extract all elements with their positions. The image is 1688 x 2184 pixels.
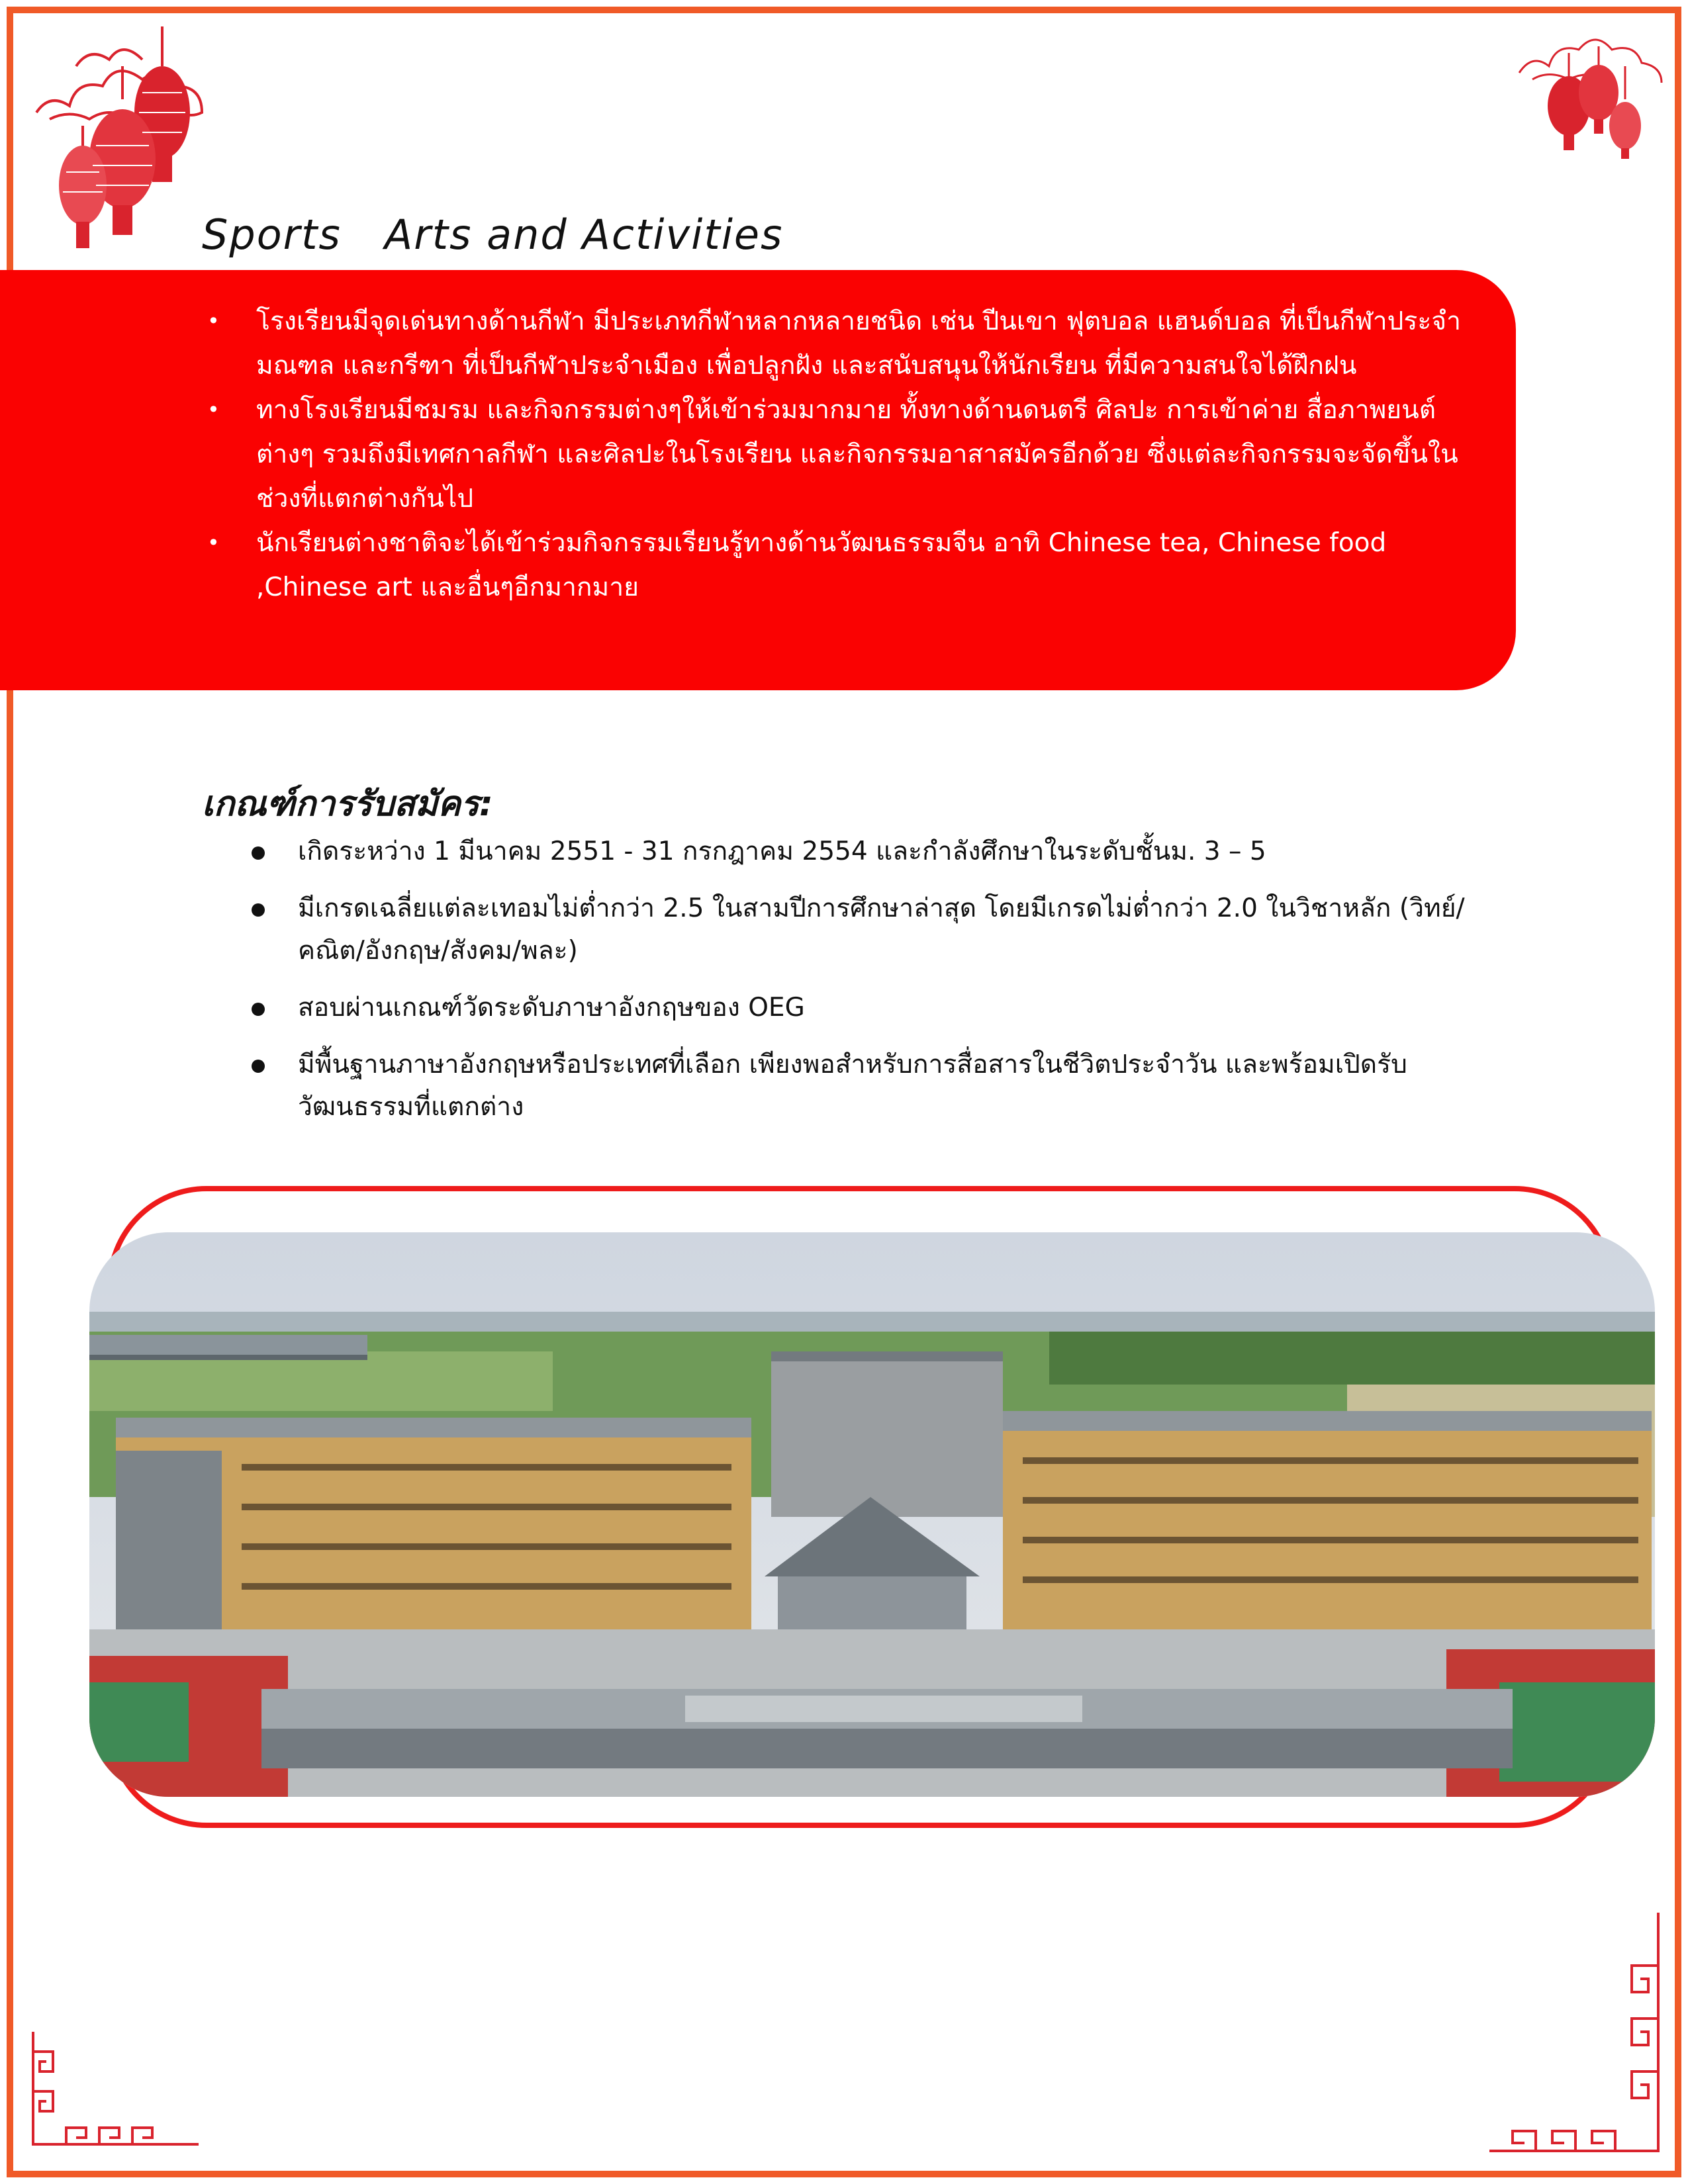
list-item bbox=[202, 521, 1481, 610]
section-title: Sports Arts and Activities bbox=[202, 210, 784, 259]
lantern-decoration-small-icon bbox=[1516, 26, 1665, 159]
activities-panel bbox=[0, 270, 1516, 690]
list-item bbox=[252, 831, 1509, 873]
activity-text: นักเรียนต่างชาติจะได้เข้าร่วมกิจกรรมเรียนรู้ทางด้านวัฒนธรรมจีน อาทิ Chinese tea, Chinese food ,Chinese art และอื่นๆอีกมากมาย bbox=[256, 528, 1387, 602]
criteria-title: เกณฑ์การรับสมัคร: bbox=[202, 784, 493, 824]
bullet-icon: • bbox=[207, 397, 220, 422]
bullet-icon bbox=[252, 903, 265, 917]
activity-text: โรงเรียนมีจุดเด่นทางด้านกีฬา มีประเภทกีฬาหลากหลายชนิด เช่น ปีนเขา ฟุตบอล แฮนด์บอล ที่เป็นกีฬาประจำมณฑล และกรีฑา ที่เป็นกีฬาประจำเมือง เพื่อปลูกฝัง และสนับสนุนให้นักเรียน ที่มีความสนใจได้ฝึกฝน bbox=[256, 306, 1462, 381]
bullet-icon bbox=[252, 846, 265, 860]
list-item bbox=[202, 299, 1481, 388]
activities-list bbox=[0, 270, 1516, 610]
bullet-icon bbox=[252, 1060, 265, 1073]
list-item bbox=[202, 388, 1481, 521]
activity-text: ทางโรงเรียนมีชมรม และกิจกรรมต่างๆให้เข้าร่วมมากมาย ทั้งทางด้านดนตรี ศิลปะ การเข้าค่าย สื่อภาพยนต์ ต่างๆ รวมถึงมีเทศกาลกีฬา และศิลปะในโรงเรียน และกิจกรรมอาสาสมัครอีกด้วย ซึ่งแต่ละกิจกรรมจะจัดขึ้นในช่วงที่แตกต่างกันไป bbox=[256, 395, 1458, 514]
bullet-icon: • bbox=[207, 530, 220, 555]
list-item bbox=[252, 887, 1509, 972]
bullet-icon: • bbox=[207, 308, 220, 334]
bullet-icon bbox=[252, 1003, 265, 1016]
criteria-text: มีเกรดเฉลี่ยแต่ละเทอมไม่ต่ำกว่า 2.5 ในสามปีการศึกษาล่าสุด โดยมีเกรดไม่ต่ำกว่า 2.0 ในวิชาหลัก (วิทย์/คณิต/อังกฤษ/สังคม/พละ) bbox=[298, 893, 1465, 966]
criteria-list bbox=[252, 831, 1509, 1143]
list-item bbox=[252, 987, 1509, 1029]
list-item bbox=[252, 1044, 1509, 1128]
chinese-fret-corner-icon bbox=[26, 2032, 205, 2164]
chinese-fret-corner-icon bbox=[1483, 1913, 1665, 2164]
campus-photo bbox=[89, 1232, 1655, 1797]
criteria-text: สอบผ่านเกณฑ์วัดระดับภาษาอังกฤษของ OEG bbox=[298, 993, 805, 1023]
criteria-text: มีพื้นฐานภาษาอังกฤษหรือประเทศที่เลือก เพียงพอสำหรับการสื่อสารในชีวิตประจำวัน และพร้อมเปิดรับวัฒนธรรมที่แตกต่าง bbox=[298, 1050, 1407, 1122]
criteria-text: เกิดระหว่าง 1 มีนาคม 2551 - 31 กรกฎาคม 2554 และกำลังศึกษาในระดับชั้นม. 3 – 5 bbox=[298, 837, 1266, 866]
